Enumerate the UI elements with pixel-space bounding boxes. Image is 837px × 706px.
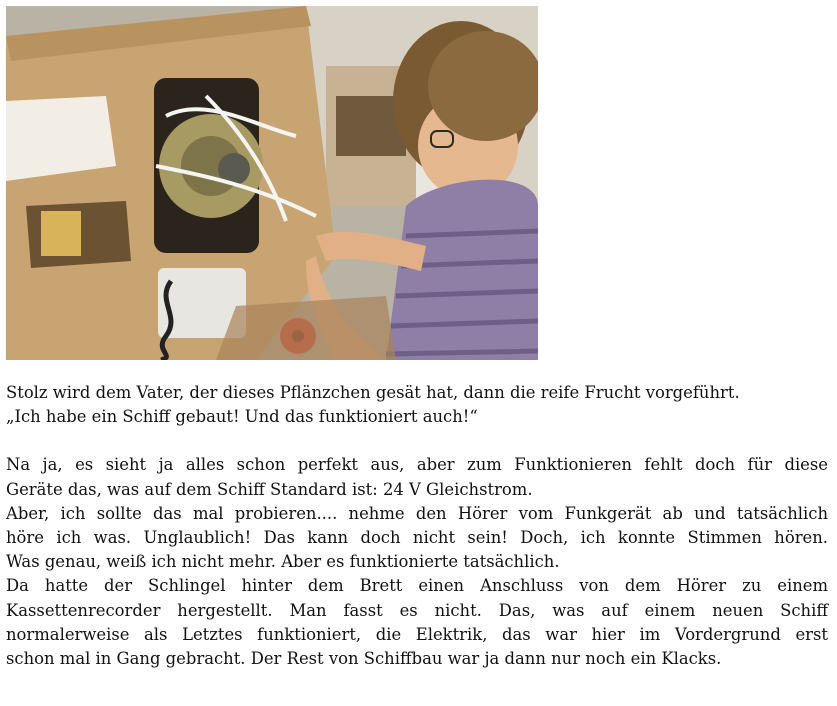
paragraph-1-line-1: Stolz wird dem Vater, der dieses Pflänzchen gesät hat, dann die reife Frucht vorgeführt. [6, 383, 740, 402]
body-text [6, 381, 828, 671]
paragraph-2-line-3: Aber, ich sollte das mal probieren.... nehme den Hörer vom Funkgerät ab und tatsächlich [6, 503, 828, 523]
paragraph-2-line-6: Da hatte der Schlingel hinter dem Brett einen Anschluss von dem Hörer zu einem [6, 576, 828, 596]
paragraph-spacer [6, 429, 828, 453]
paragraph-2-line-1: Na ja, es sieht ja alles schon perfekt aus, aber zum Funktionieren fehlt doch für diese [6, 455, 828, 475]
photo-illustration [6, 6, 538, 360]
paragraph-2-line-4: höre ich was. Unglaublich! Das kann doch nicht sein! Doch, ich konnte Stimmen hören. [6, 528, 828, 548]
paragraph-2-line-5: Was genau, weiß ich nicht mehr. Aber es funktionierte tatsächlich. [6, 552, 560, 572]
paragraph-2-line-2: Geräte das, was auf dem Schiff Standard ist: 24 V Gleichstrom. [6, 479, 533, 499]
paragraph-2-line-9: schon mal in Gang gebracht. Der Rest von Schiffbau war ja dann nur noch ein Klacks. [6, 649, 722, 669]
paragraph-2-line-8: normalerweise als Letztes funktioniert, die Elektrik, das war hier im Vordergrund erst [6, 624, 828, 644]
paragraph-2-line-7: Kassettenrecorder hergestellt. Man fasst es nicht. Das, was auf einem neuen Schiff [6, 600, 828, 620]
photo [6, 6, 538, 360]
paragraph-1-line-2: „Ich habe ein Schiff gebaut! Und das funktioniert auch!“ [6, 407, 478, 427]
